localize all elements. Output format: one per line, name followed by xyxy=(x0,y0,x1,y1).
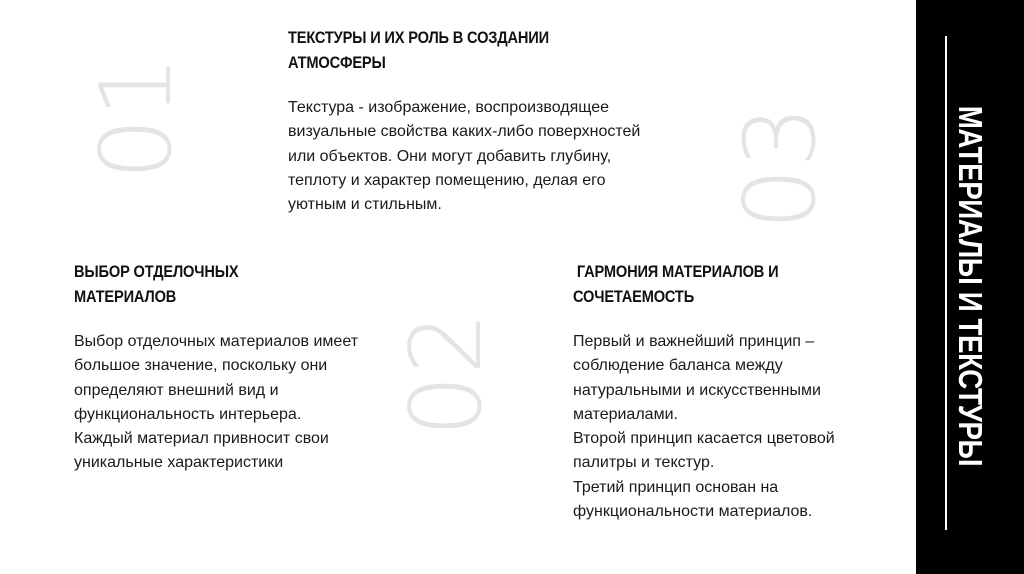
title-sidebar xyxy=(916,0,1024,574)
section-heading-harmony: ГАРМОНИЯ МАТЕРИАЛОВ И СОЧЕТАЕМОСТЬ xyxy=(573,262,783,306)
section-body-materials-choice: Выбор отделочных материалов имеет большое значение, поскольку они определяют внешний вид и функциональность интерьера. Каждый материал привносит свои уникальные характеристики xyxy=(74,333,359,472)
section-body-harmony: Первый и важнейший принцип – соблюдение баланса между натуральными и искусственными материалами. Второй принцип касается цветовой палитры и текстур. Третий принцип основан на функциональности материалов. xyxy=(573,333,835,521)
section-heading-textures: ТЕКСТУРЫ И ИХ РОЛЬ В СОЗДАНИИ АТМОСФЕРЫ xyxy=(288,28,549,72)
sidebar-divider-line xyxy=(945,36,947,530)
section-body-textures: Текстура - изображение, воспроизводящее визуальные свойства каких-либо поверхностей или объектов. Они могут добавить глубину, теплоту и характер помещению, делая его уютным и стильным. xyxy=(288,99,641,214)
section-number-01: 01 xyxy=(80,55,194,180)
section-number-02: 02 xyxy=(390,312,504,437)
section-heading-materials-choice: ВЫБОР ОТДЕЛОЧНЫХ МАТЕРИАЛОВ xyxy=(74,262,239,306)
section-number-03: 03 xyxy=(724,105,838,230)
slide-title: МАТЕРИАЛЫ И ТЕКСТУРЫ xyxy=(952,105,989,467)
